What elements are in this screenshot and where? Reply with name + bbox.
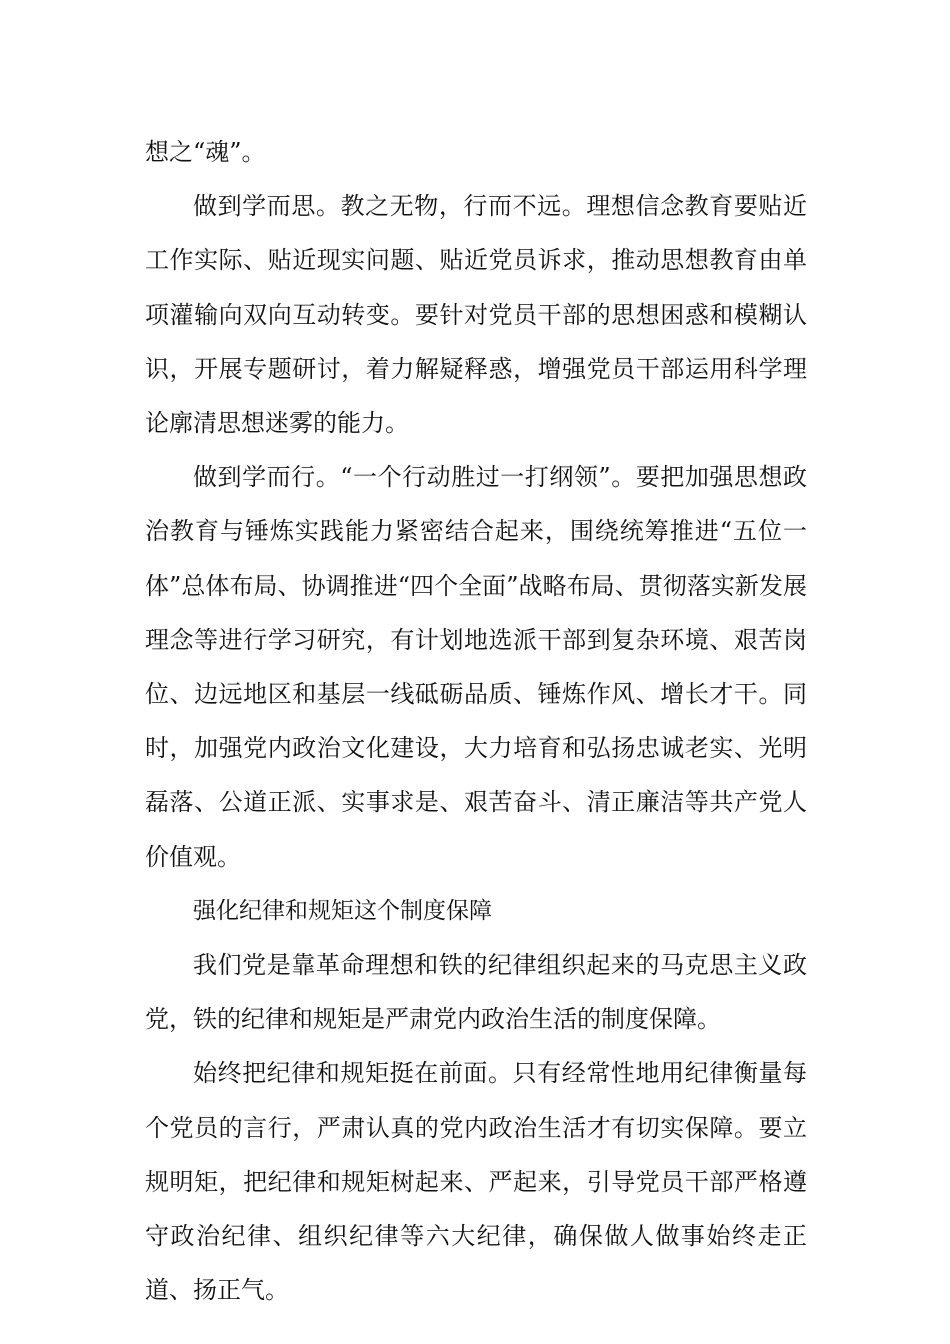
document-body [145,125,807,1317]
paragraph-learn-and-think: 做到学而思。教之无物，行而不远。理想信念教育要贴近工作实际、贴近现实问题、贴近党员诉求，推动思想教育由单项灌输向双向互动转变。要针对党员干部的思想困惑和模糊认识，开展专题研讨，着力解疑释惑，增强党员干部运用科学理论廓清思想迷雾的能力。 [145,192,807,438]
paragraph-continuation: 想之“魂”。 [145,138,266,166]
section-heading: 强化纪律和规矩这个制度保障 [193,897,492,924]
paragraph-discipline-intro: 我们党是靠革命理想和铁的纪律组织起来的马克思主义政党，铁的纪律和规矩是严肃党内政治生活的制度保障。 [145,951,807,1034]
paragraph-discipline-first: 始终把纪律和规矩挺在前面。只有经常性地用纪律衡量每个党员的言行，严肃认真的党内政治生活才有切实保障。要立规明矩，把纪律和规矩树起来、严起来，引导党员干部严格遵守政治纪律、组织纪律等六大纪律，确保做人做事始终走正道、扬正气。 [145,1059,807,1305]
paragraph-learn-and-act: 做到学而行。“一个行动胜过一打纲领”。要把加强思想政治教育与锤炼实践能力紧密结合起来，围绕统筹推进“五位一体”总体布局、协调推进“四个全面”战略布局、贯彻落实新发展理念等进行学习研究，有计划地选派干部到复杂环境、艰苦岗位、边远地区和基层一线砥砺品质、锤炼作风、增长才干。同时，加强党内政治文化建设，大力培育和弘扬忠诚老实、光明磊落、公道正派、实事求是、艰苦奋斗、清正廉洁等共产党人价值观。 [145,463,807,871]
